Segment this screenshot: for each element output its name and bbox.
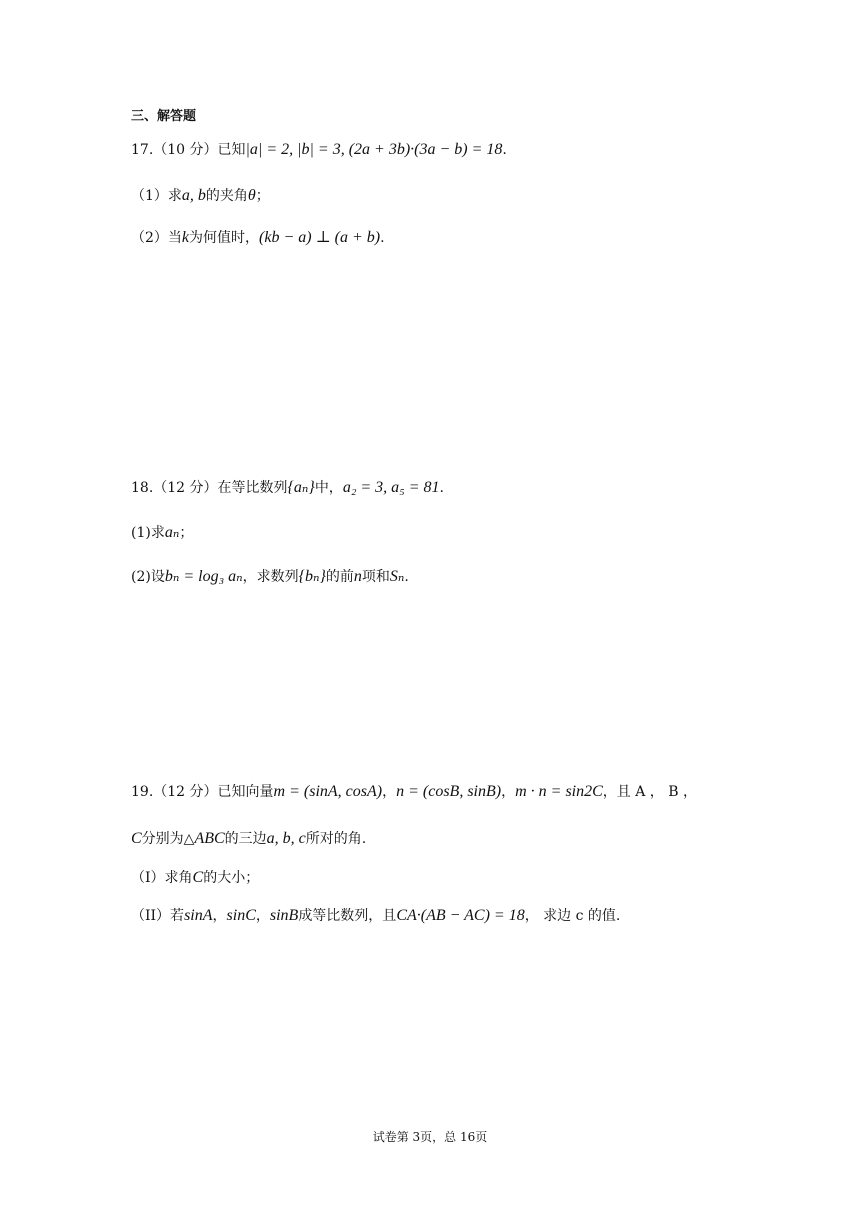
q18-p1-math: aₙ	[164, 524, 180, 541]
q17-p2-math: (kb − a) ⊥ (a + b)	[259, 229, 381, 246]
q17-p2-k: k	[181, 229, 190, 246]
q17-p1-prefix: （1）求	[131, 188, 182, 204]
q19-stem: 19.（12 分）已知向量m = (sinA, cosA)，n = (cosB, sinB)，m · n = sin2C，且 A ， B ，	[131, 783, 697, 800]
q18-p2-mid3: 项和	[361, 569, 390, 585]
page-footer: 试卷第 3页，总 16页	[372, 1130, 488, 1144]
q19-line2-sides: a, b, c	[266, 830, 306, 847]
q19-line2-mid2: 的三边	[224, 831, 267, 847]
q19-line2-end: 所对的角.	[305, 831, 367, 847]
q19-p2-sina: sinA	[184, 907, 213, 924]
q18-p2-n: n	[353, 568, 362, 585]
q18-stem: 18.（12 分）在等比数列{aₙ}中，a₂ = 3, a₅ = 81.	[131, 479, 444, 496]
q18-part2	[131, 567, 409, 587]
q19-p1-c: C	[192, 869, 204, 886]
q17-p1-end: ；	[255, 188, 270, 204]
q17-p2-prefix: （2）当	[131, 230, 182, 246]
q19-p2-mid: 成等比数列，且	[298, 908, 397, 924]
q19-p2-math: CA·(AB − AC) = 18	[396, 907, 525, 924]
q19-part2: （II）若sinA，sinC，sinB成等比数列，且CA·(AB − AC) = 18， 求边 c 的值.	[131, 907, 621, 924]
q19-p2-sinc: sinC	[226, 907, 256, 924]
q17-p1-suffix: 的夹角	[205, 188, 248, 204]
q18-p1-end: ；	[179, 525, 194, 541]
q19-p1-prefix: （I）求角	[131, 870, 193, 886]
q18-p2-mid2: 的前	[325, 569, 354, 585]
q17-p2-mid: 为何值时，	[189, 230, 260, 246]
q19-n-vector: n = (cosB, sinB)	[396, 783, 502, 800]
q18-p2-s: Sₙ	[389, 568, 405, 585]
q17-head: 17.（10 分）已知	[131, 142, 246, 158]
q18-p2-def: bₙ = log₃ aₙ	[164, 568, 243, 585]
q19-part1	[131, 868, 259, 888]
q18-part1	[131, 523, 193, 543]
q17-part1	[131, 186, 270, 206]
section-title: 三、解答题	[131, 109, 197, 124]
q19-dot-product: m · n = sin2C	[515, 783, 603, 800]
q18-p2-mid: ，求数列	[242, 569, 299, 585]
q18-p2-seq: {bₙ}	[298, 568, 326, 585]
q19-line2-abc: ABC	[194, 830, 225, 847]
q19-p2-sinb: sinB	[269, 907, 299, 924]
q17-p1-math: a, b	[181, 187, 206, 204]
q19-line2-mid: 分别为△	[141, 831, 195, 847]
q19-tail: ，且 A ， B ，	[602, 784, 697, 800]
q18-p1-prefix: (1)求	[131, 525, 165, 541]
q19-stem-line2	[131, 829, 366, 849]
q19-m-vector: m = (sinA, cosA)	[273, 783, 383, 800]
q18-given: a₂ = 3, a₅ = 81	[342, 479, 440, 496]
q18-mid: 中，	[314, 480, 343, 496]
q18-seq: {aₙ}	[287, 479, 315, 496]
q17-stem: 17.（10 分）已知|a| = 2, |b| = 3, (2a + 3b)·(3a − b) = 18.	[131, 141, 507, 158]
q17-given: |a| = 2, |b| = 3, (2a + 3b)·(3a − b) = 18	[245, 141, 503, 158]
q19-p2-prefix: （II）若	[131, 908, 185, 924]
q18-p2-end: .	[404, 569, 409, 585]
q17-p1-theta: θ	[247, 187, 256, 204]
q19-p2-end: ， 求边 c 的值.	[524, 908, 621, 924]
q18-head: 18.（12 分）在等比数列	[131, 480, 288, 496]
q19-line2-c: C	[131, 830, 142, 847]
q19-p1-end: 的大小；	[203, 870, 260, 886]
q18-p2-prefix: (2)设	[131, 569, 165, 585]
q19-head: 19.（12 分）已知向量	[131, 784, 274, 800]
q17-p2-end: .	[380, 230, 385, 246]
q17-part2	[131, 228, 385, 248]
